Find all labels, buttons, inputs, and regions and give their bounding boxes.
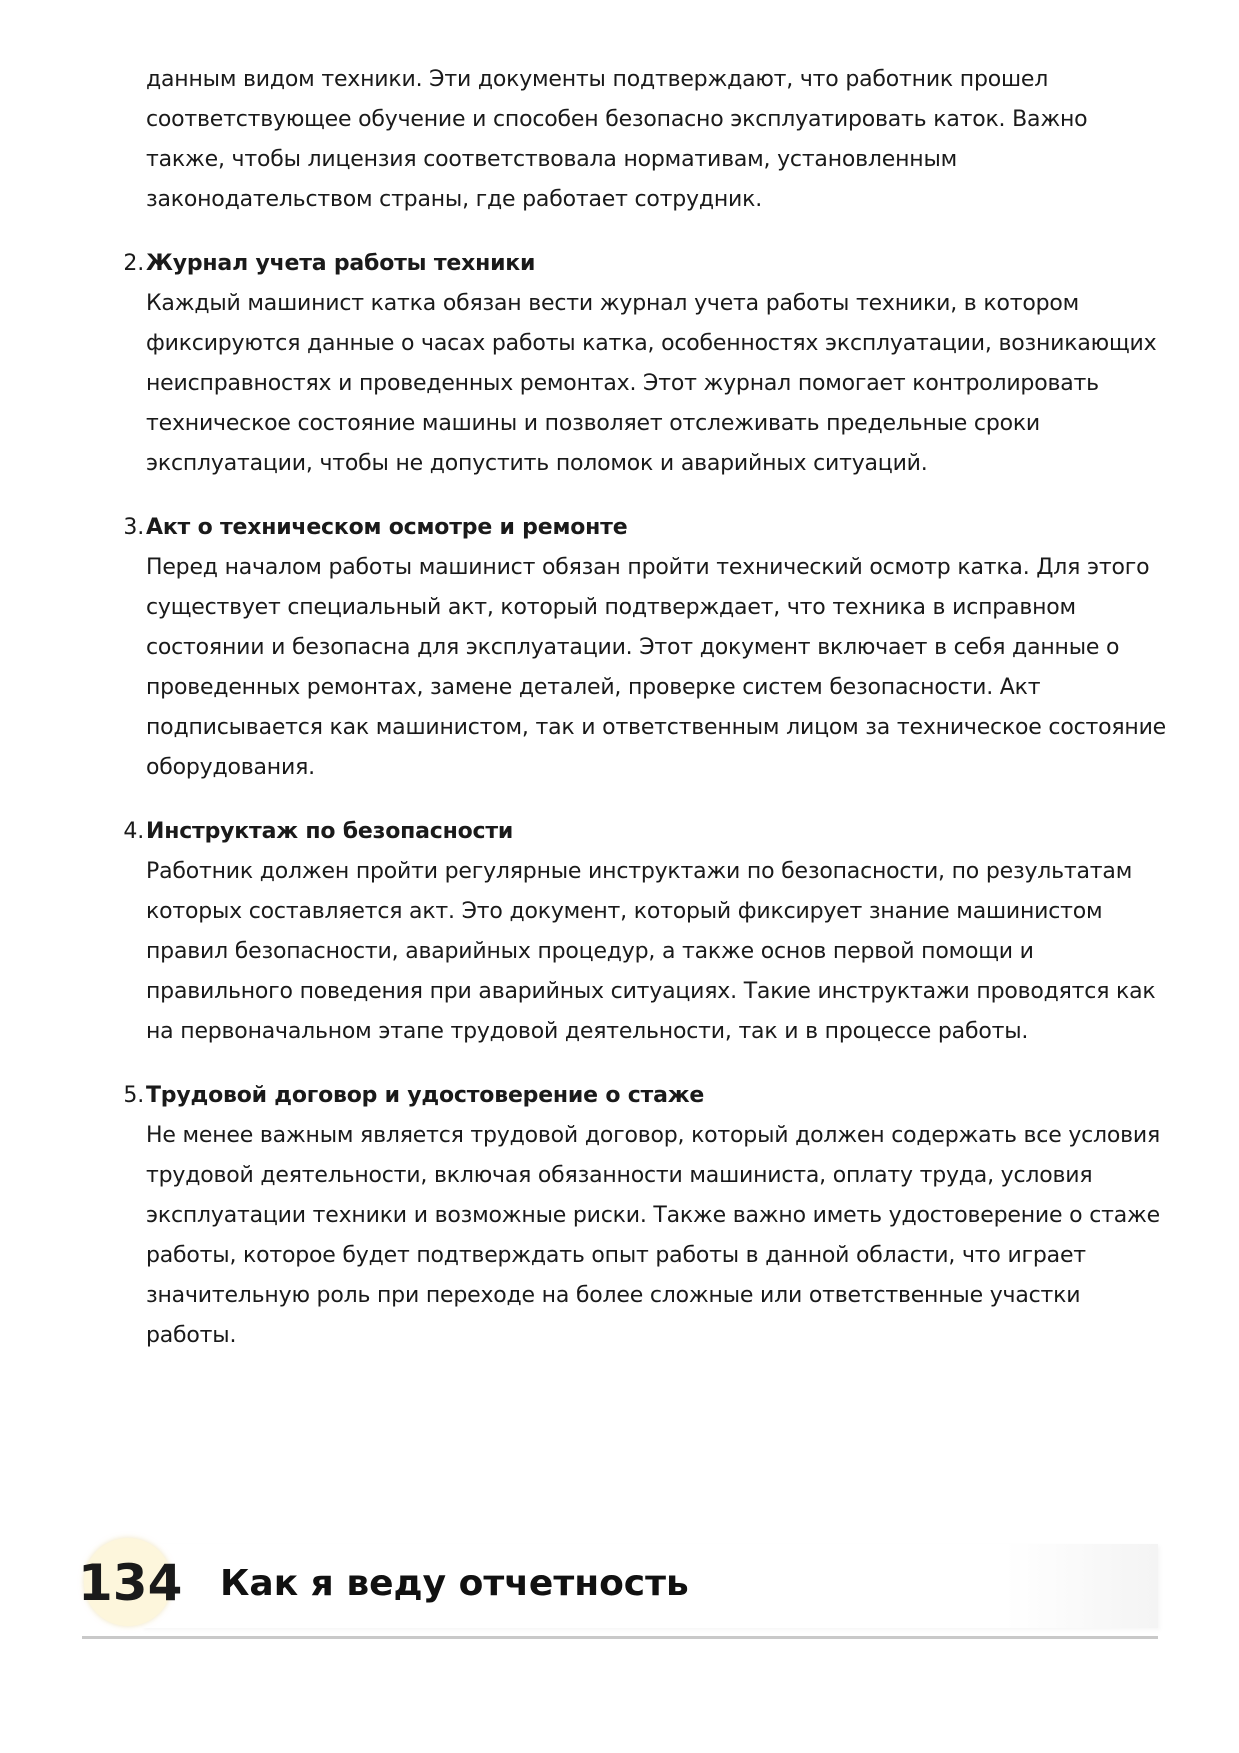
list-item-line: эксплуатации, чтобы не допустить поломок и аварийных ситуаций.	[146, 451, 928, 476]
list-item	[123, 1076, 1166, 1356]
list-item-line: неисправностях и проведенных ремонтах. Этот журнал помогает контролировать	[146, 371, 1099, 396]
list-item-line: на первоначальном этапе трудовой деятельности, так и в процессе работы.	[146, 1019, 1029, 1044]
intro-line: законодательством страны, где работает сотрудник.	[146, 187, 763, 212]
list-item-title: Инструктаж по безопасности	[146, 819, 514, 844]
list-item-number: 3.	[123, 515, 144, 540]
list-item-line: подписывается как машинистом, так и ответственным лицом за техническое состояние	[146, 715, 1167, 740]
intro-line: также, чтобы лицензия соответствовала нормативам, установленным	[146, 147, 958, 172]
list-item-line: правильного поведения при аварийных ситуациях. Такие инструктажи проводятся как	[146, 979, 1156, 1004]
page-footer	[78, 1536, 1158, 1640]
list-item-title: Трудовой договор и удостоверение о стаже	[146, 1083, 705, 1108]
list-item-line: эксплуатации техники и возможные риски. Также важно иметь удостоверение о стаже	[146, 1203, 1160, 1228]
list-item-line: которых составляется акт. Это документ, который фиксирует знание машинистом	[146, 899, 1103, 924]
list-item-line: существует специальный акт, который подтверждает, что техника в исправном	[146, 595, 1076, 620]
list-item	[123, 508, 1167, 788]
list-item	[123, 244, 1166, 484]
list-item-line: Не менее важным является трудовой договор, который должен содержать все условия	[146, 1123, 1161, 1148]
list-item-line: оборудования.	[146, 755, 315, 780]
intro-paragraph	[146, 60, 1166, 220]
list-item-line: Перед началом работы машинист обязан пройти технический осмотр катка. Для этого	[146, 555, 1150, 580]
intro-line: соответствующее обучение и способен безопасно эксплуатировать каток. Важно	[146, 107, 1088, 132]
chapter-title: Как я веду отчетность	[220, 1563, 689, 1604]
list-item-line: Каждый машинист катка обязан вести журнал учета работы техники, в котором	[146, 291, 1080, 316]
footer-divider	[82, 1636, 1158, 1639]
list-item-number: 5.	[123, 1083, 144, 1108]
list-item-line: правил безопасности, аварийных процедур, а также основ первой помощи и	[146, 939, 1034, 964]
list-item-line: проведенных ремонтах, замене деталей, проверке систем безопасности. Акт	[146, 675, 1041, 700]
list-item-line: Работник должен пройти регулярные инструктажи по безопасности, по результатам	[146, 859, 1133, 884]
intro-line: данным видом техники. Эти документы подтверждают, что работник прошел	[146, 67, 1049, 92]
list-item-line: техническое состояние машины и позволяет отслеживать предельные сроки	[146, 411, 1041, 436]
list-item-line: работы.	[146, 1323, 237, 1348]
list-item-line: значительную роль при переходе на более сложные или ответственные участки	[146, 1283, 1081, 1308]
list-item-title: Журнал учета работы техники	[146, 251, 536, 276]
list-item-line: фиксируются данные о часах работы катка, особенностях эксплуатации, возникающих	[146, 331, 1157, 356]
list-item-title: Акт о техническом осмотре и ремонте	[146, 515, 628, 540]
list-item-line: трудовой деятельности, включая обязанности машиниста, оплату труда, условия	[146, 1163, 1093, 1188]
list-item-number: 2.	[123, 251, 144, 276]
list-item-number: 4.	[123, 819, 144, 844]
list-item-line: состоянии и безопасна для эксплуатации. Этот документ включает в себя данные о	[146, 635, 1120, 660]
list-item-line: работы, которое будет подтверждать опыт работы в данной области, что играет	[146, 1243, 1086, 1268]
page-number: 134	[78, 1554, 183, 1612]
list-item	[123, 812, 1166, 1052]
